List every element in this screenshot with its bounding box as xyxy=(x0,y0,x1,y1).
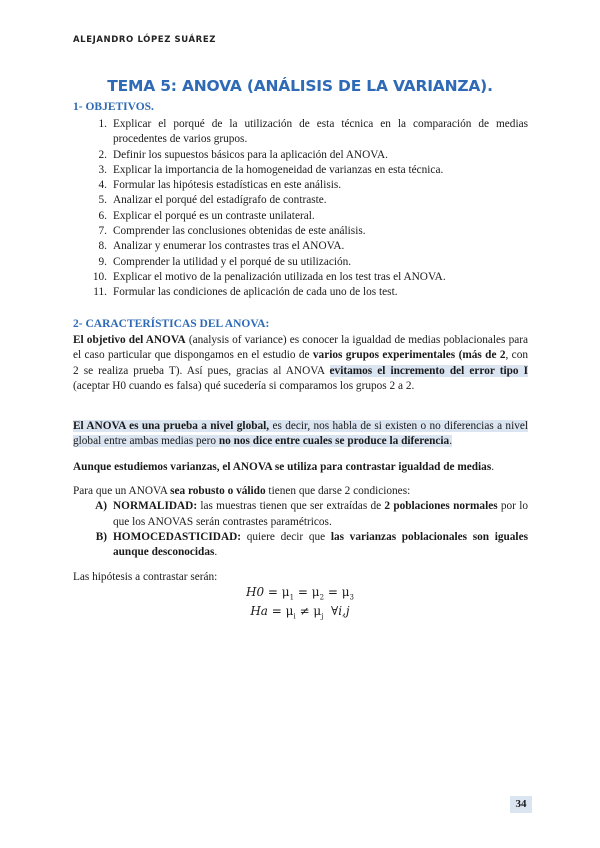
p4-bold-1: sea robusto o válido xyxy=(170,485,266,497)
ha-sub1: i xyxy=(293,612,296,621)
objective-text: Comprender la utilidad y el porqué de su utilización. xyxy=(113,255,352,268)
p3-bold-1: Aunque estudiemos varianzas, el ANOVA se utiliza para contrastar igualdad de medias xyxy=(73,461,492,473)
objective-item xyxy=(73,270,528,285)
objective-text: Explicar el porqué es un contraste unilateral. xyxy=(113,209,315,222)
objective-number: 10. xyxy=(92,270,107,283)
cond-a-text-2: por lo que los ANOVAS serán contrastes paramétricos. xyxy=(113,500,528,528)
p4-text-2: tienen que darse 2 condiciones: xyxy=(265,485,411,497)
p3-text-1: . xyxy=(491,461,495,473)
objective-number: 6. xyxy=(98,209,107,222)
objective-item xyxy=(73,285,528,300)
objective-item xyxy=(73,148,528,163)
p1-text-3: (aceptar H0 cuando es falsa) qué sucedería si comparamos los grupos 2 a 2. xyxy=(73,379,415,392)
objectives-list xyxy=(73,117,528,301)
ha-lhs: Ha xyxy=(250,604,268,618)
objective-number: 7. xyxy=(98,225,107,238)
objective-number: 2. xyxy=(98,148,107,161)
objective-item xyxy=(73,239,528,254)
cond-b-bold-2: las varianzas poblacionales son iguales aunque desconocidas xyxy=(113,530,528,559)
paragraph-objective xyxy=(73,333,528,394)
p4-text-1: Para que un ANOVA xyxy=(73,485,171,497)
objective-text: Formular las hipótesis estadísticas en este análisis. xyxy=(113,179,342,192)
p2-text-1: es decir, nos habla de si existen o no diferencias a nivel global entre ambas medias pero xyxy=(73,420,529,448)
page-title: TEMA 5: ANOVA (ANÁLISIS DE LA VARIANZA). xyxy=(107,77,493,95)
objective-item xyxy=(73,224,528,239)
objective-number: 11. xyxy=(93,286,107,299)
h0-sub3: 3 xyxy=(349,593,354,602)
objective-text: Explicar la importancia de la homogeneidad de varianzas en esta técnica. xyxy=(113,163,444,176)
ha-sub2: j xyxy=(321,612,324,621)
condition-homoscedasticity xyxy=(73,530,528,561)
ha-neq: ≠ μ xyxy=(299,604,322,618)
condition-a-label: A) xyxy=(95,500,107,513)
cond-b-text-1: quiere decir que xyxy=(241,530,331,543)
paragraph-global xyxy=(73,419,528,450)
p1-bold-2: varios grupos experimentales (más de 2 xyxy=(312,349,506,362)
objective-number: 5. xyxy=(98,194,107,207)
objective-text: Formular las condiciones de aplicación de cada uno de los test. xyxy=(113,286,398,299)
objective-number: 4. xyxy=(98,179,107,192)
hypotheses-intro: Las hipótesis a contrastar serán: xyxy=(73,571,218,583)
cond-a-bold-1: NORMALIDAD: xyxy=(113,500,198,513)
objective-item xyxy=(73,117,528,148)
p2-text-2: . xyxy=(449,435,453,448)
h0-eq1: = μ xyxy=(267,585,290,599)
p2-bold-2: no nos dice entre cuales se produce la diferencia xyxy=(218,435,450,448)
objective-text: Analizar y enumerar los contrastes tras el ANOVA. xyxy=(113,240,345,253)
h0-eq2: = μ xyxy=(297,585,320,599)
objective-item xyxy=(73,178,528,193)
ha-forall: ∀i,j xyxy=(331,604,350,618)
h0-sub2: 2 xyxy=(319,593,325,602)
author-header: ALEJANDRO LÓPEZ SUÁREZ xyxy=(73,35,216,45)
condition-b-label: B) xyxy=(95,530,107,543)
cond-b-bold-1: HOMOCEDASTICIDAD: xyxy=(113,530,242,543)
p1-bold-1: El objetivo del ANOVA xyxy=(73,334,186,346)
p1-text-2: , con 2 se realiza prueba T). Así pues, gracias al ANOVA xyxy=(73,349,528,377)
objective-number: 3. xyxy=(98,163,107,176)
objective-item xyxy=(73,163,528,178)
paragraph-conditions xyxy=(73,484,528,560)
objective-number: 1. xyxy=(98,118,107,130)
objective-text: Comprender las conclusiones obtenidas de este análisis. xyxy=(113,225,366,238)
page-number: 34 xyxy=(510,796,532,813)
objective-text: Explicar el motivo de la penalización utilizada en los test tras el ANOVA. xyxy=(113,270,446,283)
paragraph-variances xyxy=(73,460,528,475)
cond-a-bold-2: 2 poblaciones normales xyxy=(384,500,498,513)
objective-item xyxy=(73,255,528,270)
condition-normality xyxy=(73,499,528,530)
objective-item xyxy=(73,193,528,208)
cond-b-text-2: . xyxy=(214,546,218,559)
h0-sub1: 1 xyxy=(289,593,295,602)
objective-text: Explicar el porqué de la utilización de esta técnica en la comparación de medias procedentes de varios grupos. xyxy=(113,118,528,146)
p1-text-1: (analysis of variance) es conocer la igualdad de medias poblacionales para el caso particular que dispongamos en el estudio de xyxy=(73,334,529,362)
p2-bold-1: El ANOVA es una prueba a nivel global, xyxy=(73,420,270,432)
ha-eq1: = μ xyxy=(271,604,294,618)
objective-number: 8. xyxy=(98,240,107,253)
alt-hypothesis-formula xyxy=(0,604,600,620)
p1-bold-3: evitamos el incremento del error tipo I xyxy=(329,364,528,377)
objective-item xyxy=(73,209,528,224)
objective-text: Analizar el porqué del estadígrafo de contraste. xyxy=(113,194,327,207)
cond-a-text-1: las muestras tienen que ser extraídas de xyxy=(197,500,385,513)
h0-lhs: H0 xyxy=(245,585,265,599)
objective-number: 9. xyxy=(98,255,107,268)
h0-eq3: = μ xyxy=(327,585,350,599)
section-2-heading: 2- CARACTERÍSTICAS DEL ANOVA: xyxy=(73,318,270,330)
null-hypothesis-formula xyxy=(0,585,600,601)
objective-text: Definir los supuestos básicos para la aplicación del ANOVA. xyxy=(113,148,388,161)
section-1-heading: 1- OBJETIVOS. xyxy=(73,101,154,113)
